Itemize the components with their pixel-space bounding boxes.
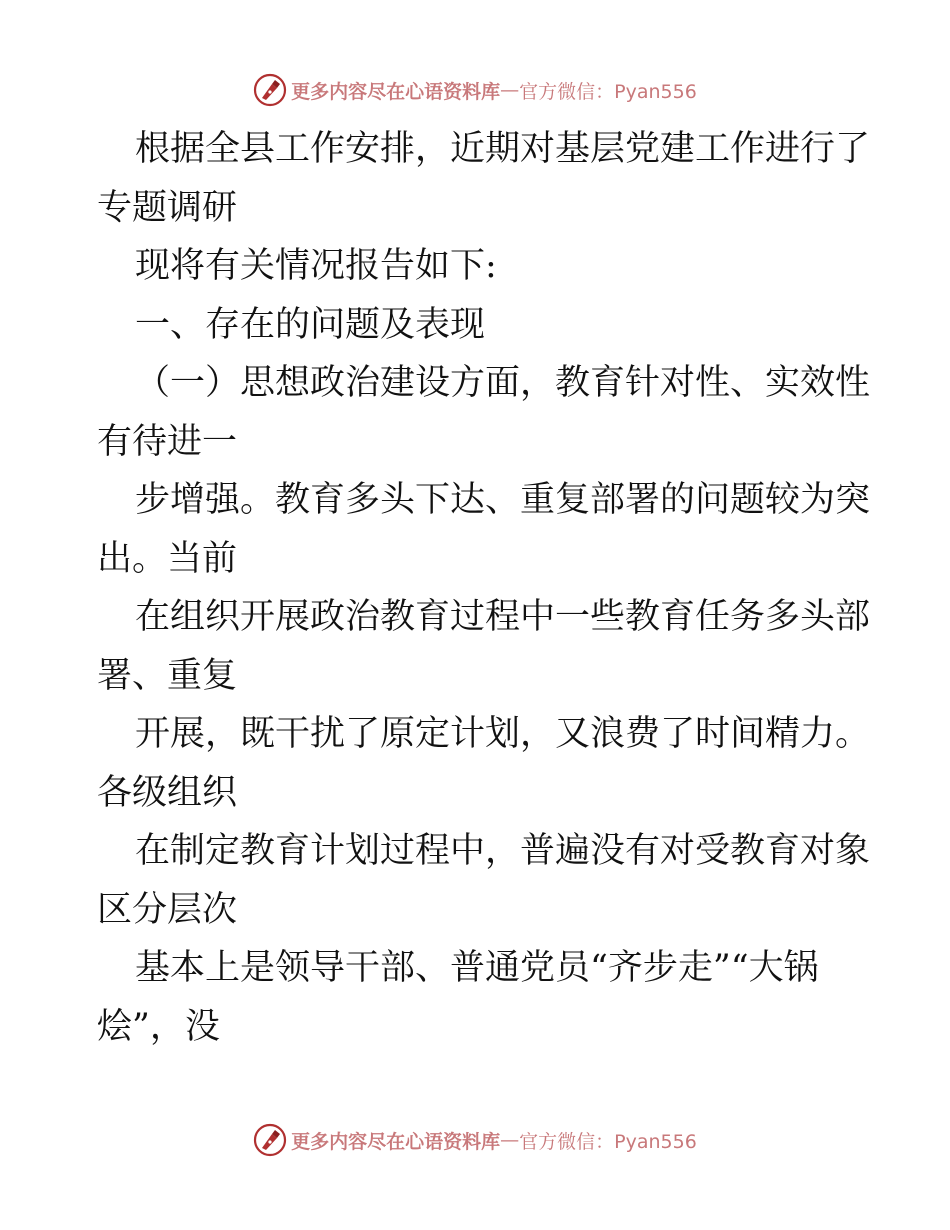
footer-watermark [0,1120,950,1160]
watermark-dash: — [500,79,520,101]
watermark-dash: — [500,1129,520,1151]
watermark-text: 更多内容尽在心语资料库 [291,80,501,103]
text-line: 区分层次 [97,889,238,930]
section-heading: 一、存在的问题及表现 [135,304,486,345]
header-watermark [0,70,950,110]
text-line: 根据全县工作安排，近期对基层党建工作进行了 [135,129,871,169]
watermark-text: 更多内容尽在心语资料库 [291,1130,501,1153]
text-line: 步增强。教育多头下达、重复部署的问题较为突 [135,480,871,520]
text-line: 烩”，没 [97,1006,220,1047]
text-line: 各级组织 [97,772,238,813]
pen-nib-logo-icon [253,73,287,107]
text-line: 出。当前 [97,538,238,579]
watermark-contact: 官方微信：Pyan556 [519,1130,697,1153]
document-body [97,120,871,1056]
text-line: 基本上是领导干部、普通党员“齐步走”“大锅 [135,948,819,988]
text-line: 专题调研 [97,187,238,228]
text-line: 现将有关情况报告如下: [135,246,497,286]
text-line: 在制定教育计划过程中，普遍没有对受教育对象 [135,831,871,871]
text-line: 开展，既干扰了原定计划，又浪费了时间精力。 [135,714,871,754]
watermark-contact: 官方微信：Pyan556 [519,80,697,103]
subsection-heading: （一）思想政治建设方面，教育针对性、实效性 [135,363,871,403]
text-line: 有待进一 [97,421,238,462]
text-line: 在组织开展政治教育过程中一些教育任务多头部 [135,597,871,637]
text-line: 署、重复 [97,655,238,696]
pen-nib-logo-icon [253,1123,287,1157]
